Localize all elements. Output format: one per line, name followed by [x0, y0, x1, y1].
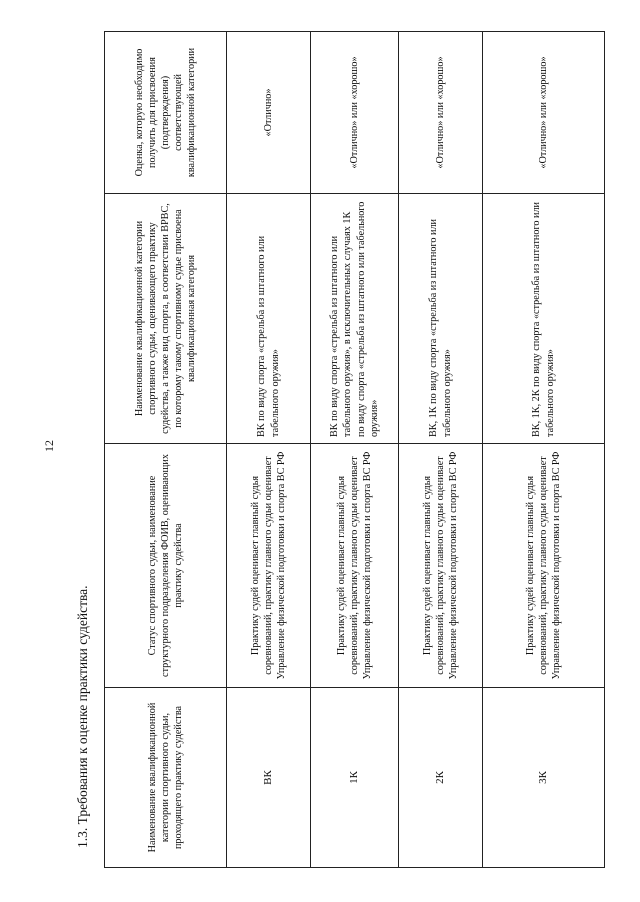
- cell-status: Практику судей оценивает главный судья соревнований, практику главного судьи оценивает Управление физической подготовки и спорта ВС РФ: [227, 444, 311, 688]
- requirements-table-wrapper: [104, 32, 604, 868]
- requirements-table: [104, 31, 605, 868]
- cell-grade: «Отлично» или «хорошо»: [399, 32, 483, 194]
- page-number: 12: [42, 440, 56, 452]
- cell-category: 1К: [311, 688, 399, 868]
- table-header-row: [105, 32, 227, 868]
- header-evaluator: Наименование квалификационной категории спортивного судьи, оценивающего практику судейства, а также вид спорта, в соответствии ВРВС, по которому такому спортивному судье присвоена квалификационная категория: [105, 194, 227, 444]
- cell-category: 3К: [483, 688, 605, 868]
- cell-status: Практику судей оценивает главный судья соревнований, практику главного судьи оценивает Управление физической подготовки и спорта ВС РФ: [311, 444, 399, 688]
- table-row: [227, 32, 311, 868]
- cell-evaluator: ВК, 1К, 2К по виду спорта «стрельба из штатного или табельного оружия»: [483, 194, 605, 444]
- header-category: Наименование квалификационной категории спортивного судьи, проходящего практику судейства: [105, 688, 227, 868]
- cell-grade: «Отлично» или «хорошо»: [483, 32, 605, 194]
- cell-evaluator: ВК, 1К по виду спорта «стрельба из штатного или табельного оружия»: [399, 194, 483, 444]
- table-row: [483, 32, 605, 868]
- cell-category: ВК: [227, 688, 311, 868]
- cell-category: 2К: [399, 688, 483, 868]
- section-heading: 1.3. Требования к оценке практики судейства.: [75, 585, 90, 848]
- cell-evaluator: ВК по виду спорта «стрельба из штатного или табельного оружия», в исключительных случаях 1К по виду спорта «стрельба из штатного или табельного оружия»: [311, 194, 399, 444]
- header-grade: Оценка, которую необходимо получить для присвоения (подтверждения) соответствующей квалификационной категории: [105, 32, 227, 194]
- table-row: [399, 32, 483, 868]
- cell-grade: «Отлично» или «хорошо»: [311, 32, 399, 194]
- header-status: Статус спортивного судьи, наименование структурного подразделения ФОИВ, оценивающих практику судейства: [105, 444, 227, 688]
- cell-evaluator: ВК по виду спорта «стрельба из штатного или табельного оружия»: [227, 194, 311, 444]
- cell-grade: «Отлично»: [227, 32, 311, 194]
- table-row: [311, 32, 399, 868]
- cell-status: Практику судей оценивает главный судья соревнований, практику главного судьи оценивает Управление физической подготовки и спорта ВС РФ: [483, 444, 605, 688]
- cell-status: Практику судей оценивает главный судья соревнований, практику главного судьи оценивает Управление физической подготовки и спорта ВС РФ: [399, 444, 483, 688]
